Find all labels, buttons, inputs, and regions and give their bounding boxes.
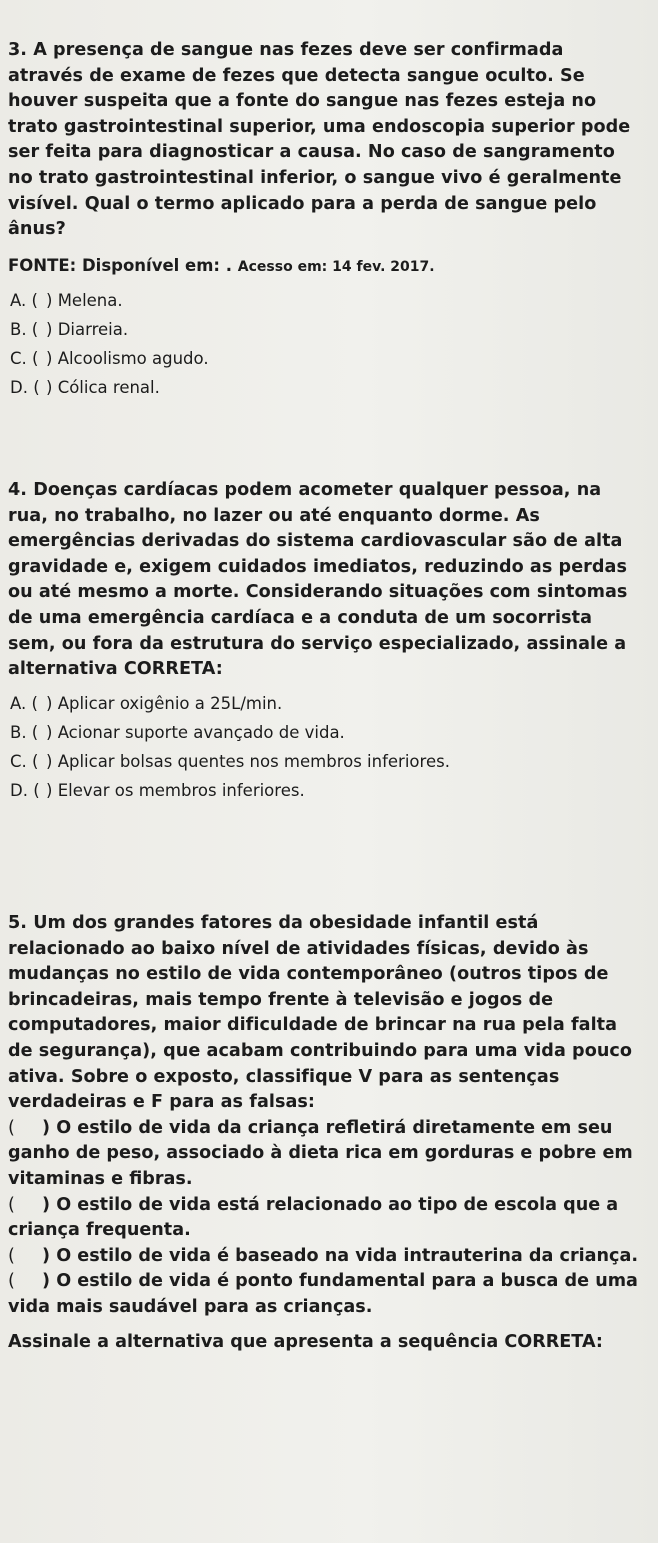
statement-paren-open: ( xyxy=(8,1117,15,1138)
option-text: Elevar os membros inferiores. xyxy=(57,780,305,800)
statement-paren-open: ( xyxy=(8,1194,15,1215)
statement-paren-close: ) xyxy=(42,1271,51,1292)
option-d[interactable] xyxy=(8,373,644,402)
option-paren-close: ) xyxy=(46,290,53,310)
option-text: Cólica renal. xyxy=(57,377,160,397)
statement-paren-open: ( xyxy=(8,1271,15,1292)
option-letter: A. ( xyxy=(10,290,38,310)
option-a[interactable] xyxy=(8,689,644,718)
option-a[interactable] xyxy=(8,286,644,315)
statement-text: O estilo de vida é baseado na vida intrauterina da criança. xyxy=(56,1245,639,1266)
option-letter: C. ( xyxy=(10,348,39,368)
question-4-options xyxy=(8,689,644,805)
question-3 xyxy=(8,38,644,478)
option-letter: B. ( xyxy=(10,722,39,742)
question-4-text: 4. Doenças cardíacas podem acometer qualquer pessoa, na rua, no trabalho, no lazer ou até enquanto dorme. As emergências derivadas do sistema cardiovascular são de alta gravidade e, exigem cuidados imediatos, reduzindo as perdas ou até mesmo a morte. Considerando situações com sintomas de uma emergência cardíaca e a conduta de um socorrista sem, ou fora da estrutura do serviço especializado, assinale a alternativa CORRETA: xyxy=(8,480,628,680)
option-letter: B. ( xyxy=(10,319,39,339)
question-4 xyxy=(8,478,644,911)
option-letter: A. ( xyxy=(10,693,38,713)
option-c[interactable] xyxy=(8,344,644,373)
option-letter: D. ( xyxy=(10,780,40,800)
option-c[interactable] xyxy=(8,747,644,776)
question-3-options xyxy=(8,286,644,402)
option-paren-close: ) xyxy=(46,780,53,800)
option-text: Melena. xyxy=(57,290,123,310)
option-letter: D. ( xyxy=(10,377,40,397)
option-letter: C. ( xyxy=(10,751,39,771)
statement-paren-open: ( xyxy=(8,1245,15,1266)
statement-2[interactable] xyxy=(8,1193,644,1244)
option-b[interactable] xyxy=(8,718,644,747)
option-paren-close: ) xyxy=(46,319,53,339)
option-d[interactable] xyxy=(8,776,644,805)
statement-paren-close: ) xyxy=(42,1245,51,1266)
statement-paren-close: ) xyxy=(42,1117,51,1138)
statement-4[interactable] xyxy=(8,1269,644,1320)
option-paren-close: ) xyxy=(46,722,53,742)
question-5-text: 5. Um dos grandes fatores da obesidade infantil está relacionado ao baixo nível de atividades físicas, devido às mudanças no estilo de vida contemporâneo (outros tipos de brincadeiras, mais tempo frente à televisão e jogos de computadores, maior dificuldade de brincar na rua pela falta de segurança), que acabam contribuindo para uma vida pouco ativa. Sobre o exposto, classifique V para as sentenças verdadeiras e F para as falsas: xyxy=(8,913,633,1113)
source-label: FONTE: Disponível em: . xyxy=(8,255,238,275)
question-5-statements xyxy=(8,1116,644,1321)
statement-text: O estilo de vida da criança refletirá diretamente em seu ganho de peso, associado à dieta rica em gorduras e pobre em vitaminas e fibras. xyxy=(8,1117,633,1189)
statement-text: O estilo de vida está relacionado ao tipo de escola que a criança frequenta. xyxy=(8,1194,619,1241)
source-access-date: Acesso em: 14 fev. 2017. xyxy=(237,258,435,275)
option-paren-close: ) xyxy=(46,377,53,397)
option-paren-close: ) xyxy=(46,751,53,771)
option-paren-close: ) xyxy=(46,348,53,368)
option-b[interactable] xyxy=(8,315,644,344)
question-5-instruction: Assinale a alternativa que apresenta a sequência CORRETA: xyxy=(8,1331,603,1352)
option-text: Alcoolismo agudo. xyxy=(57,348,209,368)
question-3-text: 3. A presença de sangue nas fezes deve ser confirmada através de exame de fezes que detecta sangue oculto. Se houver suspeita que a fonte do sangue nas fezes esteja no trato gastrointestinal superior, uma endoscopia superior pode ser feita para diagnosticar a causa. No caso de sangramento no trato gastrointestinal inferior, o sangue vivo é geralmente visível. Qual o termo aplicado para a perda de sangue pelo ânus? xyxy=(8,40,631,240)
option-text: Acionar suporte avançado de vida. xyxy=(57,722,345,742)
option-text: Aplicar bolsas quentes nos membros inferiores. xyxy=(57,751,450,771)
question-5 xyxy=(8,911,644,1355)
statement-text: O estilo de vida é ponto fundamental para a busca de uma vida mais saudável para as crianças. xyxy=(8,1271,638,1317)
statement-1[interactable] xyxy=(8,1116,644,1193)
option-text: Diarreia. xyxy=(57,319,129,339)
option-paren-close: ) xyxy=(46,693,53,713)
question-3-source xyxy=(8,253,644,280)
statement-3[interactable] xyxy=(8,1244,644,1270)
option-text: Aplicar oxigênio a 25L/min. xyxy=(57,693,283,713)
statement-paren-close: ) xyxy=(42,1194,51,1215)
